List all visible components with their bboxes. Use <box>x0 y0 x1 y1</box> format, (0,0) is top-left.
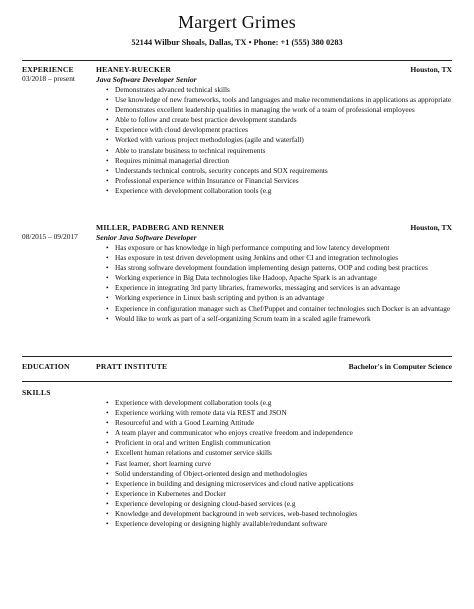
list-item: • Experience with development collaboration tools (e.g <box>106 186 452 196</box>
job-title: Senior Java Software Developer <box>96 233 197 242</box>
job-location: Houston, TX <box>410 65 452 74</box>
skills-list <box>96 398 452 529</box>
job-dates: 08/2015 – 09/2017 <box>22 232 78 241</box>
list-item: • Experience with development collaboration tools (e.g <box>106 398 452 408</box>
list-item: • Experience in integrating 3rd party libraries, frameworks, messaging and services is an advantage <box>106 283 452 293</box>
list-item: • A team player and communicator who enjoys creative freedom and independence <box>106 428 452 438</box>
candidate-name: Margert Grimes <box>178 12 296 32</box>
education-label: EDUCATION <box>22 362 70 371</box>
list-item: • Worked with various project methodologies (agile and waterfall) <box>106 135 452 145</box>
list-item: • Knowledge and development background in web services, web-based technologies <box>106 509 452 519</box>
list-item: • Understands technical controls, security concepts and SOX requirements <box>106 166 452 176</box>
job-location: Houston, TX <box>410 223 452 232</box>
list-item: • Demonstrates excellent leadership qualities in managing the work of a team of professional employees <box>106 105 452 115</box>
contact-line: 52144 Wilbur Shoals, Dallas, TX • Phone: +1 (555) 380 0283 <box>131 38 343 47</box>
list-item: • Fast learner, short learning curve <box>106 459 452 469</box>
company-name: MILLER, PADBERG AND RENNER <box>96 223 225 232</box>
skills-divider <box>22 381 452 382</box>
list-item: • Use knowledge of new frameworks, tools and languages and make recommendations in applications as appropriate <box>106 95 452 105</box>
company-name: HEANEY-RUECKER <box>96 65 172 74</box>
list-item: • Solid understanding of Object-oriented design and methodologies <box>106 469 452 479</box>
job-entry <box>96 223 452 324</box>
list-item: • Professional experience within Insurance or Financial Services <box>106 176 452 186</box>
list-item: • Resourceful and with a Good Learning Attitude <box>106 418 452 428</box>
school-name: PRATT INSTITUTE <box>96 362 168 371</box>
list-item: • Has exposure or has knowledge in high performance computing and low latency development <box>106 243 452 253</box>
skills-list-wrapper <box>96 397 452 529</box>
list-item: • Has strong software development foundation implementing design patterns, OOP and coding best practices <box>106 263 452 273</box>
education-divider <box>22 356 452 357</box>
list-item: • Proficient in oral and written English communication <box>106 438 452 448</box>
list-item: • Experience developing or designing highly available/redundant software <box>106 519 452 529</box>
list-item: • Demonstrates advanced technical skills <box>106 85 452 95</box>
job-title: Java Software Developer Senior <box>96 75 197 84</box>
list-item: • Able to translate business to technical requirements <box>106 146 452 156</box>
list-item: • Experience in Kubernetes and Docker <box>106 489 452 499</box>
list-item: • Would like to work as part of a self-organizing Scrum team in a scaled agile framework <box>106 314 452 324</box>
list-item: • Experience in configuration manager such as Chef/Puppet and container technologies such Docker is an advantage <box>106 304 452 314</box>
job-entry <box>96 65 452 196</box>
job-bullets <box>96 243 452 324</box>
list-item: • Working experience in Linux bash scripting and python is an advantage <box>106 293 452 303</box>
job-bullets <box>96 85 452 196</box>
list-item: • Experience developing or designing cloud-based services (e.g <box>106 499 452 509</box>
list-item: • Excellent human relations and customer service skills <box>106 448 452 458</box>
list-item: • Has exposure in test driven development using Jenkins and other CI and integration technologies <box>106 253 452 263</box>
list-item: • Working experience in Big Data technologies like Hadoop, Apache Spark is an advantage <box>106 273 452 283</box>
header-divider <box>22 60 452 61</box>
job-dates: 03/2018 – present <box>22 74 75 83</box>
degree-name: Bachelor's in Computer Science <box>348 362 452 371</box>
education-entry <box>96 362 452 371</box>
list-item: • Experience with cloud development practices <box>106 125 452 135</box>
experience-label: EXPERIENCE <box>22 65 74 74</box>
list-item: • Requires minimal managerial direction <box>106 156 452 166</box>
list-item: • Experience in building and designing microservices and cloud native applications <box>106 479 452 489</box>
list-item: • Experience working with remote data via REST and JSON <box>106 408 452 418</box>
list-item: • Able to follow and create best practice development standards <box>106 115 452 125</box>
skills-label: SKILLS <box>22 388 51 397</box>
